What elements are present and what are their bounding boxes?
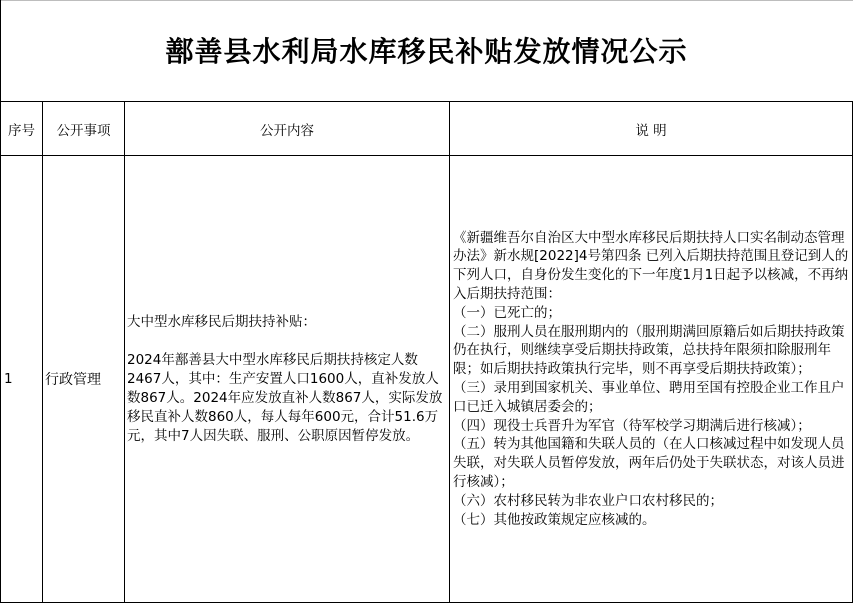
table-row: [1, 156, 853, 603]
cell-note: [450, 156, 853, 603]
note-intro: 《新疆维吾尔自治区大中型水库移民后期扶持人口实名制动态管理办法》新水规[2022]4号第四条 已列入后期扶持范围且登记到人的下列人口，自身份发生变化的下一年度1月1日起予以核减，不再纳入后期扶持范围：: [453, 229, 849, 303]
note-item-1: （一）已死亡的；: [453, 304, 561, 321]
note-item-7: （七）其他按政策规定应核减的。: [453, 511, 656, 528]
note-item-5: （五）转为其他国籍和失联人员的（在人口核减过程中如发现人员失联，对失联人员暂停发放，两年后仍处于失联状态，对该人员进行核减）；: [453, 436, 845, 490]
cell-content: [125, 156, 450, 603]
header-note: 说 明: [450, 102, 853, 156]
header-no: 序号: [1, 102, 43, 156]
content-spacer: [127, 332, 447, 351]
page-title: 鄯善县水利局水库移民补贴发放情况公示: [165, 35, 688, 68]
cell-item: 行政管理: [43, 156, 125, 603]
note-item-3: （三）录用到国家机关、事业单位、聘用至国有控股企业工作且户口已迁入城镇居委会的；: [453, 380, 845, 415]
header-item: 公开事项: [43, 102, 125, 156]
title-area: [0, 0, 853, 100]
note-item-2: （二）服刑人员在服刑期内的（服刑期满回原籍后如后期扶持政策仍在执行，则继续享受后期扶持政策，总扶持年限须扣除服刑年限；如后期扶持政策执行完毕，则不再享受后期扶持政策）；: [453, 323, 845, 378]
content-heading: 大中型水库移民后期扶持补贴：: [127, 313, 316, 330]
disclosure-table: [0, 101, 853, 603]
cell-no: 1: [1, 156, 43, 603]
header-content: 公开内容: [125, 102, 450, 156]
content-body: 2024年鄯善县大中型水库移民后期扶持核定人数2467人，其中：生产安置人口1600人，直补发放人数867人。2024年应发放直补人数867人，实际发放移民直补人数860人，每人每年600元，合计51.6万元，其中7人因失联、服刑、公职原因暂停发放。: [127, 351, 443, 444]
note-item-6: （六）农村移民转为非农业户口农村移民的；: [453, 492, 723, 509]
header-row: [1, 102, 853, 156]
note-item-4: （四）现役士兵晋升为军官（待军校学习期满后进行核减）；: [453, 417, 811, 434]
